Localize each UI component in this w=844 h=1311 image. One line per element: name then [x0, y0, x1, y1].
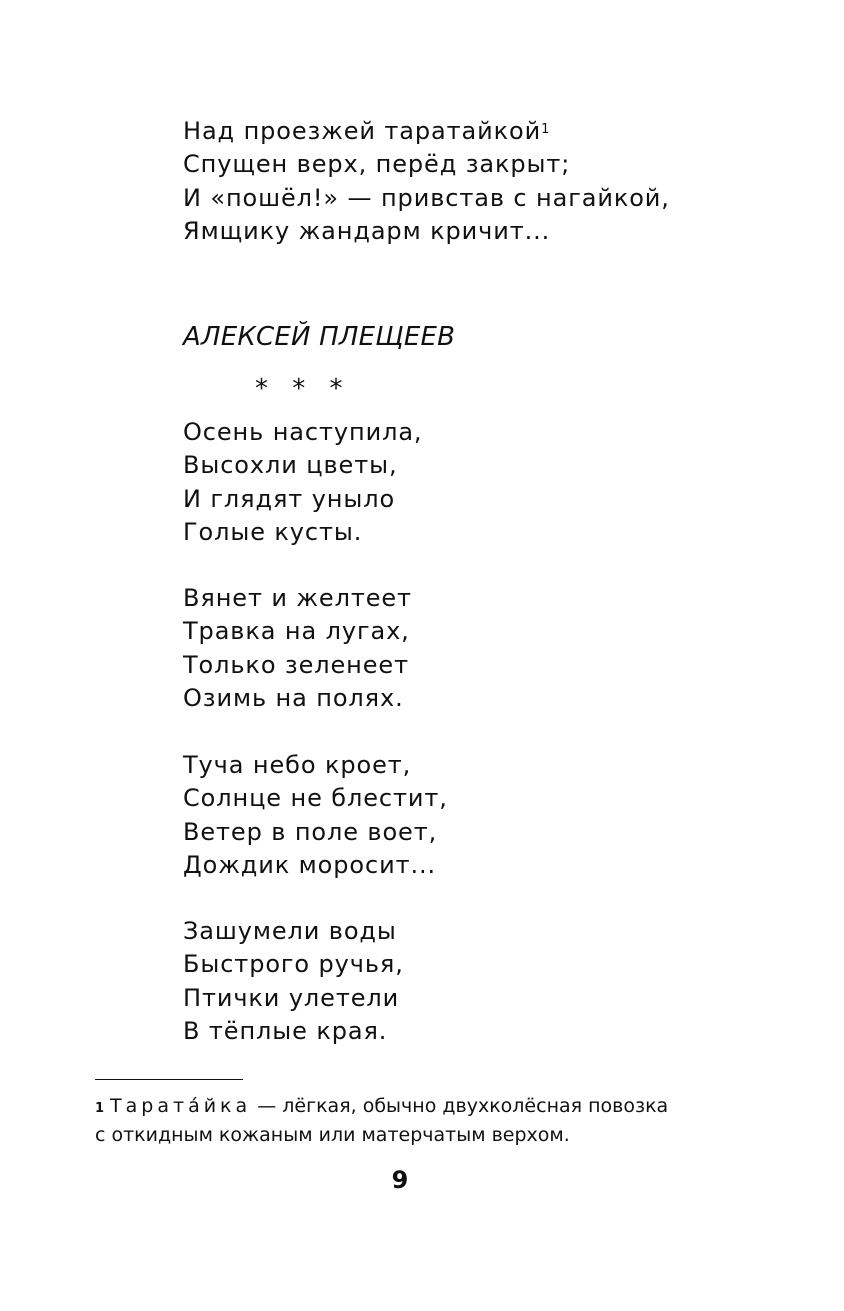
author-heading: АЛЕКСЕЙ ПЛЕЩЕЕВ [183, 322, 456, 352]
verse-line: Ямщику жандарм кричит... [183, 216, 551, 245]
verse-line: Ветер в поле воет, [183, 817, 438, 846]
poem-stanza-2 [183, 582, 412, 715]
verse-line: Озимь на полях. [183, 683, 404, 712]
footnote-definition: — лёгкая, обычно двухколёсная повозка [251, 1095, 669, 1117]
verse-line: Птички улетели [183, 983, 400, 1012]
footnote-marker: 1 [95, 1101, 105, 1116]
verse-line: Быстрого ручья, [183, 950, 404, 979]
stanza-top [183, 115, 670, 248]
verse-line: Вянет и желтеет [183, 584, 412, 612]
verse-line: Голые кусты. [183, 517, 363, 546]
verse-line: Дождик моросит... [183, 850, 437, 879]
footnote-line-1 [95, 1092, 735, 1121]
verse-line: Травка на лугах, [183, 617, 410, 646]
poem-stanza-1 [183, 416, 422, 549]
poem-stanza-4 [183, 915, 404, 1048]
verse-line: И глядят уныло [183, 484, 396, 513]
footnote-marker: 1 [541, 122, 550, 137]
verse-line: В тёплые края. [183, 1016, 388, 1045]
footnote-term: Таратáйка [110, 1095, 252, 1117]
verse-line: Зашумели воды [183, 917, 397, 945]
verse-line: Солнце не блестит, [183, 784, 448, 813]
footnote [95, 1092, 735, 1150]
verse-line: Спущен верх, перёд закрыт; [183, 150, 571, 179]
verse-line: Осень наступила, [183, 418, 423, 446]
poem-title-asterisks: * * * [255, 374, 351, 404]
poem-stanza-3 [183, 749, 448, 882]
footnote-line-2: с откидным кожаным или матерчатым верхом. [95, 1124, 570, 1146]
verse-line: Туча небо кроет, [183, 751, 412, 779]
footnote-divider [95, 1079, 243, 1080]
verse-line: И «пошёл!» — привстав с нагайкой, [183, 183, 670, 212]
verse-line: Высохли цветы, [183, 451, 398, 480]
page-number: 9 [391, 1166, 409, 1194]
verse-line: Над проезжей таратайкой$^1$ [183, 117, 550, 145]
verse-line: Только зеленеет [183, 650, 409, 679]
